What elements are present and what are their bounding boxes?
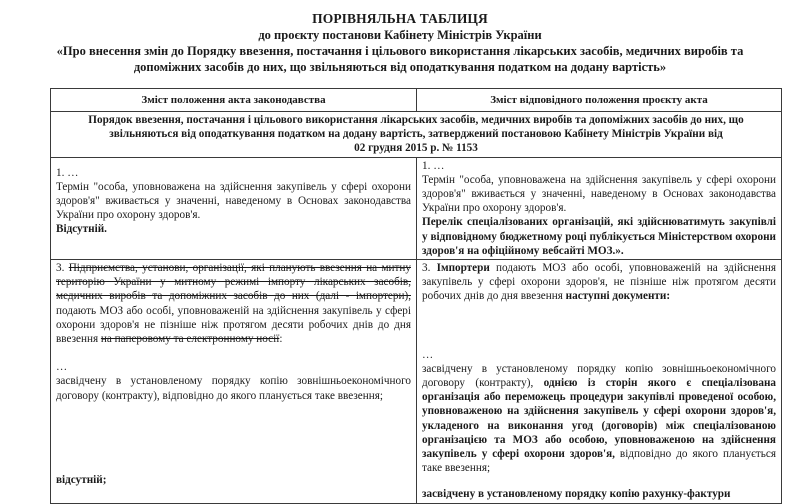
proposed-provision-cell: [417, 260, 782, 504]
added-text: засвідчену в установленому порядку копію рахунку-фактури: [422, 488, 731, 501]
absent-label: Відсутній.: [56, 223, 107, 236]
provision-text-part: подають МОЗ або особі, уповноваженій на здійснення закупівель у сфері охорони здоров'я, не пізніше ніж протягом десяти робочих днів до дня ввезення: [422, 262, 776, 303]
provision-text-part: засвідчену в установленому порядку копію зовнішньоекономічного договору (контракту),: [422, 362, 776, 390]
table-row: [51, 157, 782, 259]
added-text: Імпортери: [436, 262, 490, 275]
item-number: 1. …: [422, 159, 445, 172]
provision-text: Термін "особа, уповноважена на здійснення закупівель у сфері охорони здоров'я" вживається у значенні, наведеному в Основах законодавства України про охорону здоров'я.: [422, 173, 776, 215]
added-text: однією із сторін якого є спеціалізована організація або переможець процедури закупівлі проведеної особою, уповноваженою на здійснення закупівель у сфері охорони здоров'я, укладеного на виконання угод (договорів) між спеціалізованою організацією та МОЗ або особою, уповноваженою на здійснення закупівель у сфері охорони здоров'я,: [422, 377, 776, 461]
item-number: 3.: [422, 262, 437, 275]
provision-text-part: відповідно до якого планується таке ввезення;: [422, 448, 776, 475]
provision-text-part: :: [279, 333, 283, 346]
document-header: [0, 10, 800, 75]
provision-text-part: подають МОЗ або особі, уповноваженій на здійснення закупівель у сфері охорони здоров'я не пізніше ніж протягом десяти робочих днів до дня ввезення: [56, 304, 411, 346]
provision-text: засвідчену в установленому порядку копію зовнішньоекономічного договору (контракту), відповідно до якого планується таке ввезення;: [56, 375, 411, 402]
added-text: Перелік спеціалізованих організацій, які здійснюватимуть закупівлі у відповідному бюджетному році публікується Міністерством охорони здоров'я на офіційному вебсайті МОЗ.».: [422, 216, 776, 257]
added-text: наступні документи:: [565, 290, 671, 303]
provision-text: Термін "особа, уповноважена на здійснення закупівель у сфері охорони здоров'я" вживається у значенні, наведеному в Основах законодавства України про охорону здоров'я.: [56, 180, 411, 222]
section-title-line: Порядок ввезення, постачання і цільового використання лікарських засобів, медичних виробів та допоміжних засобів до них, що: [88, 114, 744, 126]
provision-text: [422, 261, 776, 304]
document-title: ПОРІВНЯЛЬНА ТАБЛИЦЯ: [312, 11, 488, 26]
column-header-current: Зміст положення акта законодавства: [51, 89, 417, 112]
table-header-row: [51, 89, 782, 112]
provision-text: [422, 362, 776, 476]
ellipsis: …: [56, 361, 68, 374]
current-provision-cell: [51, 260, 417, 504]
column-header-proposed: Зміст відповідного положення проєкту акта: [417, 89, 782, 112]
section-title-line: 02 грудня 2015 р. № 1153: [354, 142, 478, 155]
table-row: [51, 260, 782, 504]
provision-text: [56, 261, 411, 346]
struck-text: на паперовому та електронному носії: [100, 333, 280, 346]
struck-text: Підприємства, установи, організації, які планують ввезення на митну територію України у митному режимі імпорту лікарських засобів, медичних виробів та допоміжних засобів до них (далі - імпортери),: [56, 262, 411, 303]
current-provision-cell: [51, 157, 417, 259]
item-number: 1. …: [56, 166, 79, 179]
section-title: [51, 112, 782, 158]
item-number: 3.: [56, 262, 69, 275]
section-title-line: звільняються від оподаткування податком на додану вартість, затверджений постановою Кабінету Міністрів України від: [109, 128, 723, 141]
ellipsis: …: [422, 348, 434, 361]
section-title-row: [51, 112, 782, 158]
absent-label: відсутній;: [56, 473, 107, 486]
document-subtitle: до проєкту постанови Кабінету Міністрів України: [258, 28, 542, 42]
proposed-provision-cell: [417, 157, 782, 259]
comparison-table: [50, 88, 782, 504]
act-title: «Про внесення змін до Порядку ввезення, постачання і цільового використання лікарських засобів, медичних виробів та допоміжних засобів до них, що звільняються від оподаткування податком на додану вартість»: [56, 44, 744, 74]
